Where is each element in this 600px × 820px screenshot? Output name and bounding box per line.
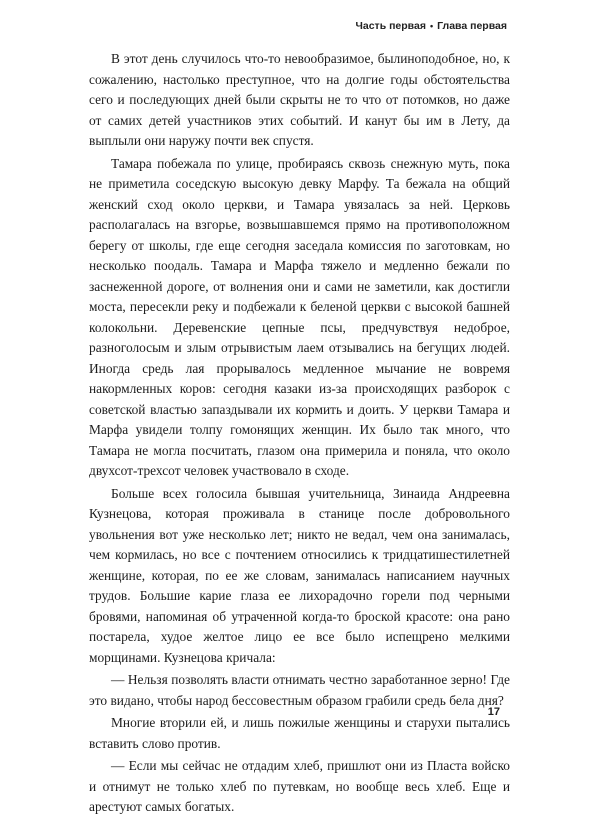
running-head-chapter: Глава первая	[437, 20, 507, 32]
dialogue-line: — Нельзя позволять власти отнимать честно заработанное зерно! Где это видано, чтобы народ бессовестным образом грабили средь бела дня?	[89, 672, 510, 708]
paragraph: В этот день случилось что-то невообразимое, былиноподобное, но, к сожалению, настолько преступное, что на долгие годы обстоятельства сего и последующих дней были скрыты не то что от потомков, но даже от самих детей участников этих событий. И канут бы им в Лету, да выплыли они наружу почти век спустя.	[89, 51, 510, 148]
running-head-part: Часть первая	[355, 20, 426, 32]
running-head	[356, 20, 508, 32]
paragraph: Тамара побежала по улице, пробираясь сквозь снежную муть, пока не приметила соседскую высокую девку Марфу. Та бежала на общий женский сход около церкви, и Тамара увязалась за ней. Церковь располагалась на взгорье, возвышавшемся прямо на противоположном берегу от школы, где еще сегодня заседала комиссия по заготовкам, но несколько поодаль. Тамара и Марфа тяжело и медленно бежали по заснеженной дороге, от волнения они и сами не заметили, как достигли моста, пересекли реку и подбежали к беленой церкви с высокой башней колокольни. Деревенские цепные псы, предчувствуя недоброе, разноголосым и злым отрывистым лаем отзывались на бегущих людей. Иногда средь лая прорывалось медленное мычание не вовремя накормленных коров: сегодня казаки из-за происходящих разборок с советской властью запаздывали их кормить и доить. У церкви Тамара и Марфа увидели толпу гомонящих женщин. Их было так много, что Тамара не могла посчитать, глазом она примерила и поняла, что около двухсот-трехсот человек участвовало в сходе.	[89, 155, 510, 478]
running-head-separator: •	[429, 21, 434, 31]
body-text	[89, 49, 510, 820]
paragraph: Многие вторили ей, и лишь пожилые женщины и старухи пытались вставить слово против.	[89, 715, 510, 751]
paragraph: Больше всех голосила бывшая учительница, Зинаида Андреевна Кузнецова, которая проживала в станице после добровольного увольнения вот уже несколько лет; никто не ведал, чем она занималась, чем кормилась, но все с почтением относились к тридцатишестилетней женщине, которая, по ее же словам, занималась написанием научных трудов. Большие карие глаза ее лихорадочно горели под черными бровями, напоминая об утраченной когда-то броской красоте: она рано постарела, худое желтое лицо ее все было испещрено мелкими морщинами. Кузнецова кричала:	[89, 485, 510, 665]
page-number: 17	[487, 706, 500, 718]
dialogue-line: — Если мы сейчас не отдадим хлеб, пришлют они из Пласта войско и отнимут не только хлеб по путевкам, но вообще весь хлеб. Еще и арестуют самых богатых.	[89, 758, 510, 814]
